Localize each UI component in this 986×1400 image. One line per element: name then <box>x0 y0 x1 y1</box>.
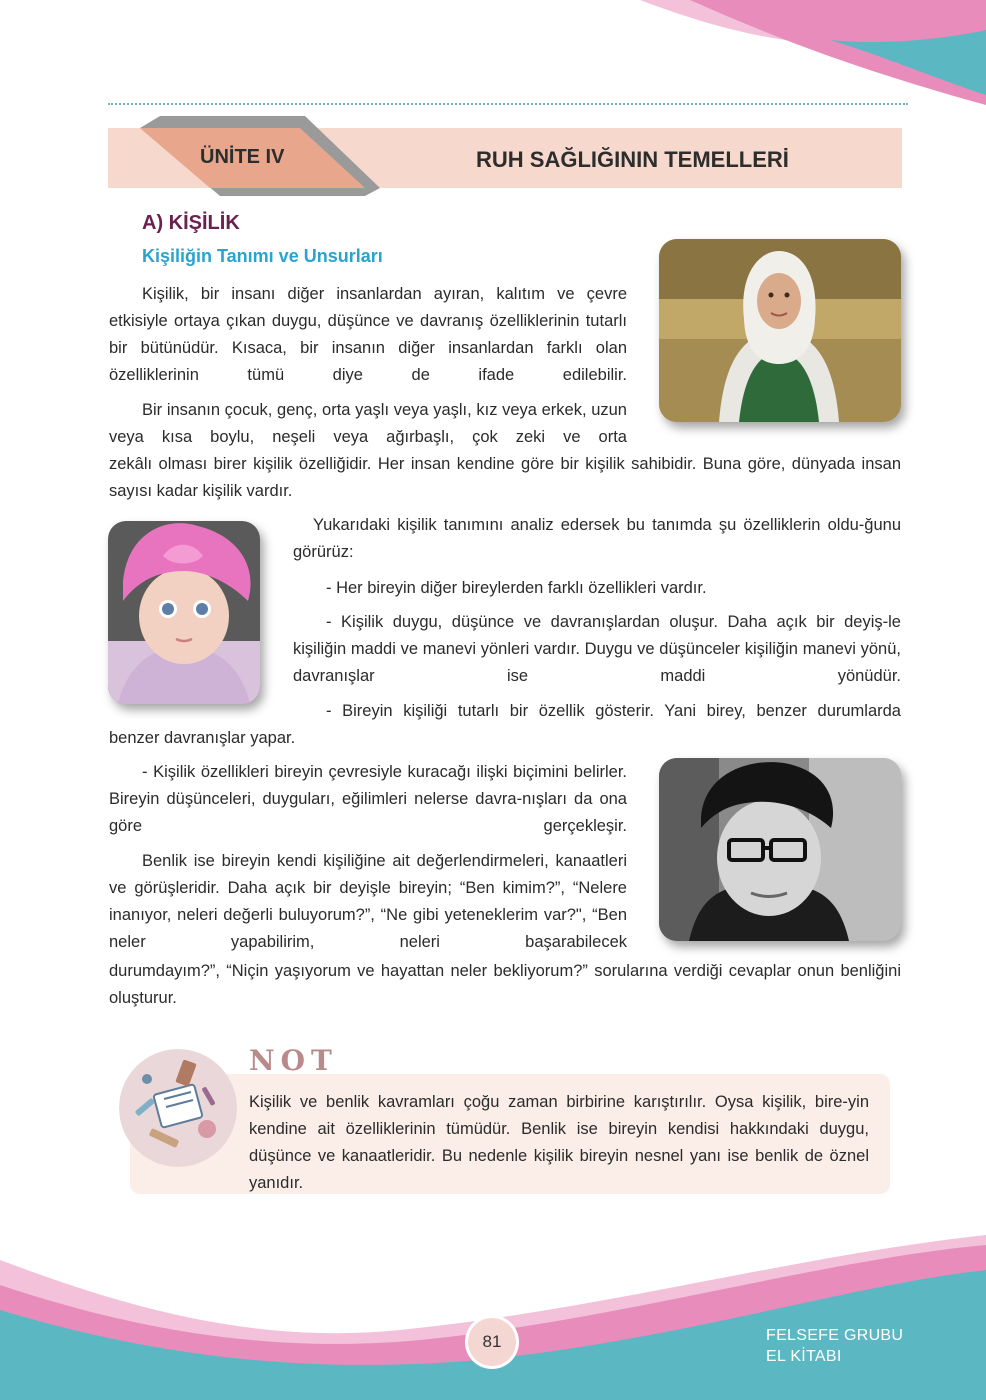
bullet-relationship: - Kişilik özellikleri bireyin çevresiyle kuracağı ilişki biçimini belirler. Bireyin düşünceleri, duyguları, eğilimleri nelerse davra-nışları da ona göre gerçekleşir. <box>109 763 627 835</box>
header-dotted-rule <box>108 103 908 105</box>
bullet-consistent-part2: benzer davranışlar yapar. <box>109 729 296 747</box>
bullet-consistent-part1: - Bireyin kişiliği tutarlı bir özellik gösterir. Yani birey, benzer durumlarda <box>326 702 901 720</box>
book-title <box>766 1325 903 1367</box>
paragraph-examples-part1: Bir insanın çocuk, genç, orta yaşlı veya yaşlı, kız veya erkek, uzun veya kısa boylu, neşeli veya ağırbaşlı, çok zeki ve orta <box>109 401 627 446</box>
note-title: NOT <box>249 1044 338 1077</box>
page-number: 81 <box>468 1318 516 1366</box>
bullet-different-features: - Her bireyin diğer bireylerden farklı özellikleri vardır. <box>326 579 707 597</box>
section-title: A) KİŞİLİK <box>142 212 240 234</box>
page-title: RUH SAĞLIĞININ TEMELLERİ <box>476 147 789 172</box>
book-title-line1: FELSEFE GRUBU <box>766 1327 904 1344</box>
paragraph-self-part1: Benlik ise bireyin kendi kişiliğine ait değerlendirmeleri, kanaatleri ve görüşleridir. Daha açık bir deyişle bireyin; “Ben kimim?”, “Nelere inanıyor, neleri değerli buluyorum?”, “Ne gibi yeteneklerim var?", “Ben neler yapabilirim, neleri başarabilecek <box>109 852 627 951</box>
paragraph-definition: Kişilik, bir insanı diğer insanlardan ayıran, kalıtım ve çevre etkisiyle ortaya çıkan duygu, düşünce ve davranış özelliklerinin tutarlı bir bütünüdür. Kısaca, bir insanın diğer insanlardan farklı olan özelliklerinin tümü diye de ifade edilebilir. <box>109 285 627 384</box>
bullet-feeling-thought-behavior: - Kişilik duygu, düşünce ve davranışlardan oluşur. Daha açık bir deyiş-le kişiliğin maddi ve manevi yönleri vardır. Duygu ve düşünceler kişiliğin manevi yönü, davranışlar ise maddi yönüdür. <box>293 613 901 685</box>
paragraph-self-part2: durumdayım?”, “Niçin yaşıyorum ve hayattan neler bekliyorum?” sorularına verdiği cevaplar onun benliğini oluşturur. <box>109 962 901 1007</box>
elderly-man-bw-photo <box>659 758 901 941</box>
bottom-wave-decoration <box>0 1215 986 1400</box>
note-text: Kişilik ve benlik kavramları çoğu zaman birbirine karıştırılır. Oysa kişilik, bire-yin kendine ait özelliklerinin tümüdür. Benlik ise bireyin kendisi hakkındaki duygu, düşünce ve kanaatleridir. Bu nedenle kişilik bireyin nesnel yanı ise benlik de öznel yanıdır. <box>249 1093 869 1192</box>
unit-label: ÜNİTE IV <box>200 146 285 168</box>
section-subtitle: Kişiliğin Tanımı ve Unsurları <box>142 246 383 266</box>
top-wave-decoration <box>0 0 986 120</box>
girl-in-headscarf-photo <box>659 239 901 422</box>
baby-in-pink-hat-photo <box>108 521 260 704</box>
paragraph-analysis: Yukarıdaki kişilik tanımını analiz edersek bu tanımda şu özelliklerin oldu-ğunu görürüz: <box>293 516 901 561</box>
stationery-illustration-icon <box>119 1049 237 1167</box>
paragraph-examples-part2: zekâlı olması birer kişilik özelliğidir. Her insan kendine göre bir kişilik sahibidir. Buna göre, dünyada insan sayısı kadar kişilik vardır. <box>109 455 901 500</box>
book-title-line2: EL KİTABI <box>766 1348 842 1365</box>
